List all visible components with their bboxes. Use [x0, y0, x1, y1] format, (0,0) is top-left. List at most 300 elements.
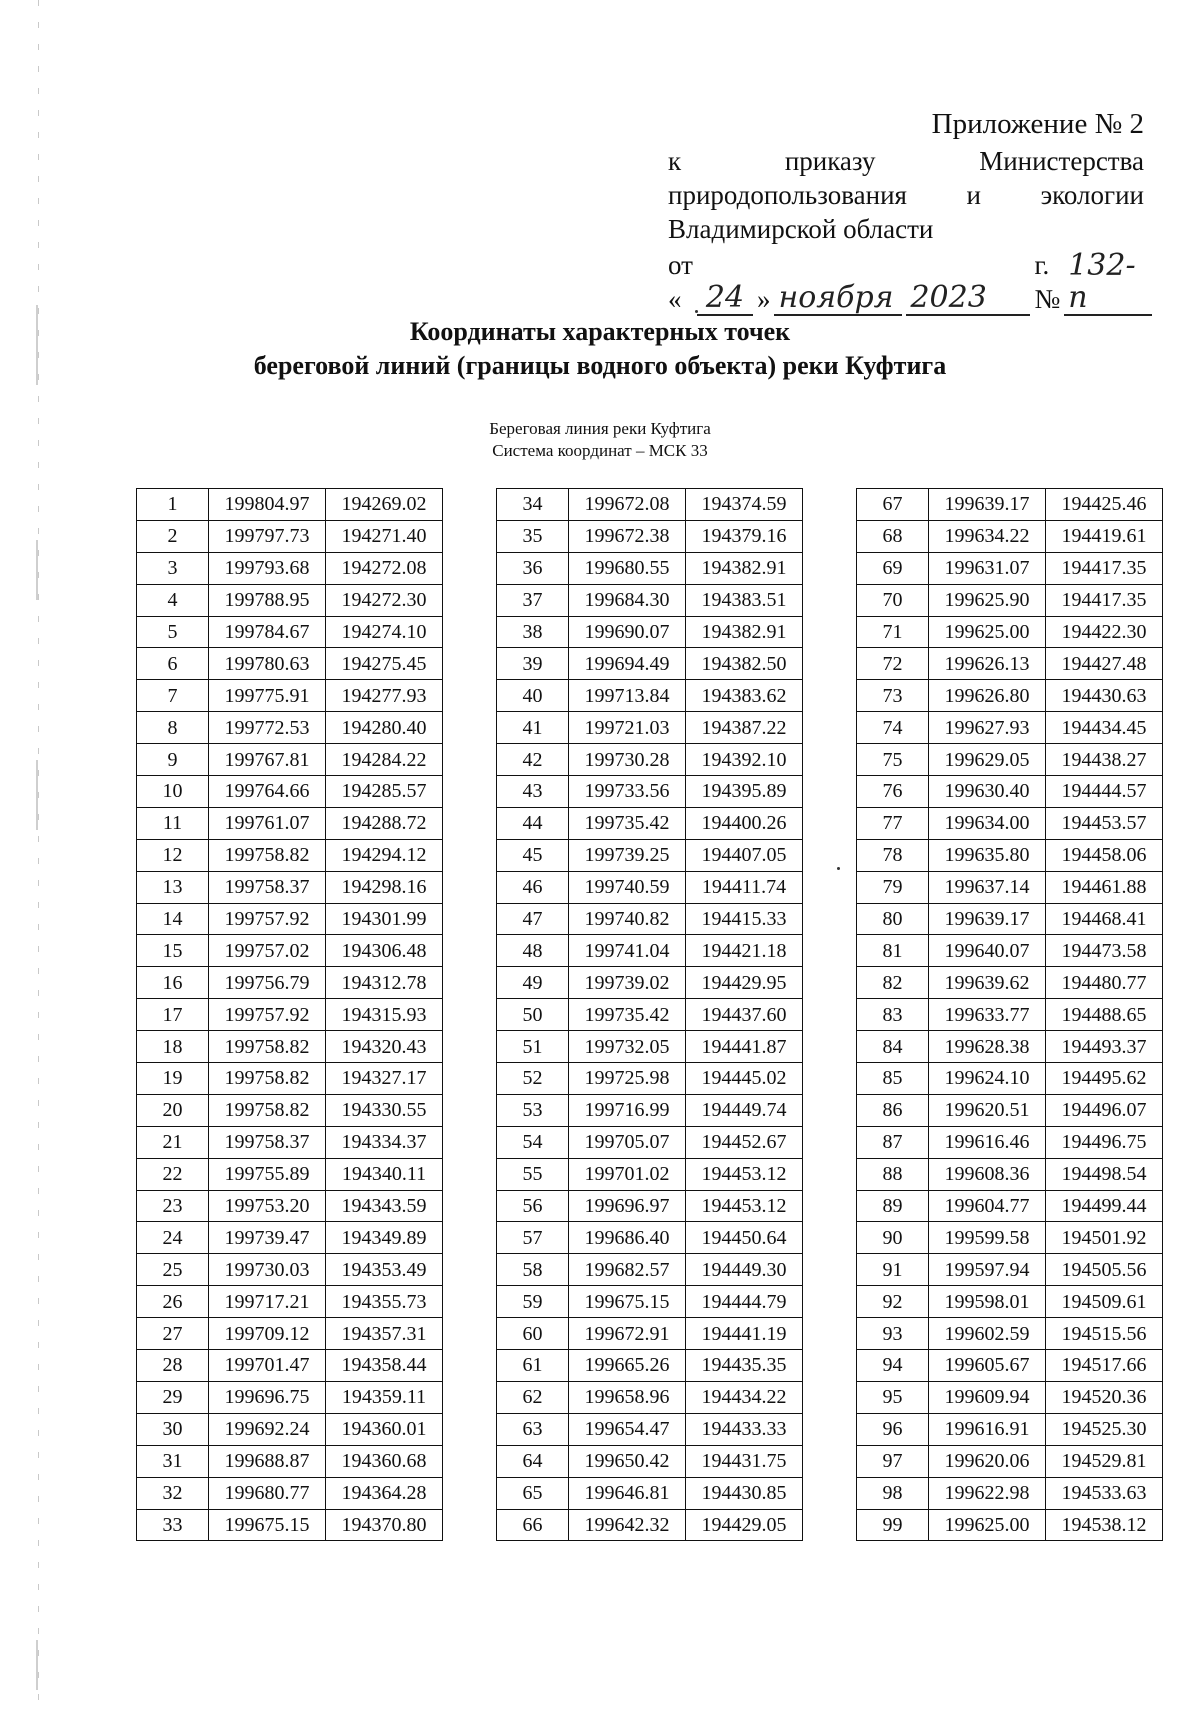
coordinate-y-cell: 194271.40 — [326, 520, 443, 552]
point-number-cell: 94 — [857, 1350, 929, 1382]
point-number-cell: 75 — [857, 744, 929, 776]
table-row — [137, 584, 443, 616]
point-number-cell: 57 — [497, 1222, 569, 1254]
table-row — [497, 489, 803, 521]
coordinate-x-cell: 199650.42 — [569, 1445, 686, 1477]
point-number-cell: 52 — [497, 1063, 569, 1095]
table-row — [857, 489, 1163, 521]
coordinate-y-cell: 194387.22 — [686, 712, 803, 744]
point-number-cell: 83 — [857, 999, 929, 1031]
point-number-cell: 13 — [137, 871, 209, 903]
coordinate-y-cell: 194415.33 — [686, 903, 803, 935]
coordinate-y-cell: 194407.05 — [686, 839, 803, 871]
scan-mark — [36, 1640, 38, 1690]
approval-word: к — [668, 146, 682, 176]
coordinate-x-cell: 199784.67 — [209, 616, 326, 648]
coordinate-y-cell: 194501.92 — [1046, 1222, 1163, 1254]
coordinate-x-cell: 199721.03 — [569, 712, 686, 744]
table-row — [137, 712, 443, 744]
handwritten-order-number: 132-п — [1064, 250, 1152, 316]
point-number-cell: 98 — [857, 1477, 929, 1509]
coordinate-y-cell: 194461.88 — [1046, 871, 1163, 903]
point-number-cell: 14 — [137, 903, 209, 935]
coordinate-x-cell: 199616.46 — [929, 1126, 1046, 1158]
coordinate-y-cell: 194538.12 — [1046, 1509, 1163, 1541]
point-number-cell: 91 — [857, 1254, 929, 1286]
table-row — [497, 552, 803, 584]
table-row — [497, 807, 803, 839]
coordinate-x-cell: 199757.92 — [209, 999, 326, 1031]
point-number-cell: 28 — [137, 1350, 209, 1382]
coordinate-y-cell: 194445.02 — [686, 1063, 803, 1095]
coordinate-x-cell: 199630.40 — [929, 776, 1046, 808]
point-number-cell: 53 — [497, 1094, 569, 1126]
coordinate-x-cell: 199696.75 — [209, 1381, 326, 1413]
coordinate-y-cell: 194330.55 — [326, 1094, 443, 1126]
coordinates-table-3 — [856, 488, 1163, 1541]
coordinate-y-cell: 194382.91 — [686, 616, 803, 648]
coordinate-y-cell: 194364.28 — [326, 1477, 443, 1509]
point-number-cell: 11 — [137, 807, 209, 839]
coordinate-y-cell: 194284.22 — [326, 744, 443, 776]
point-number-cell: 90 — [857, 1222, 929, 1254]
point-number-cell: 87 — [857, 1126, 929, 1158]
point-number-cell: 78 — [857, 839, 929, 871]
table-row — [137, 744, 443, 776]
table-row — [137, 935, 443, 967]
coordinate-x-cell: 199642.32 — [569, 1509, 686, 1541]
point-number-cell: 63 — [497, 1413, 569, 1445]
title-line-2: береговой линий (границы водного объекта) реки Куфтига — [253, 351, 947, 380]
coordinate-x-cell: 199690.07 — [569, 616, 686, 648]
coordinate-x-cell: 199686.40 — [569, 1222, 686, 1254]
coordinate-x-cell: 199639.17 — [929, 489, 1046, 521]
point-number-cell: 12 — [137, 839, 209, 871]
coordinate-x-cell: 199622.98 — [929, 1477, 1046, 1509]
coordinate-x-cell: 199634.00 — [929, 807, 1046, 839]
coordinate-y-cell: 194395.89 — [686, 776, 803, 808]
coordinate-x-cell: 199629.05 — [929, 744, 1046, 776]
coordinate-x-cell: 199767.81 — [209, 744, 326, 776]
point-number-cell: 25 — [137, 1254, 209, 1286]
point-number-cell: 88 — [857, 1158, 929, 1190]
coordinate-y-cell: 194379.16 — [686, 520, 803, 552]
approval-word: природопользования — [668, 180, 907, 210]
approval-word: Министерства — [979, 146, 1144, 176]
coordinate-y-cell: 194383.62 — [686, 680, 803, 712]
table-row — [497, 967, 803, 999]
coordinate-y-cell: 194453.12 — [686, 1158, 803, 1190]
coordinate-x-cell: 199672.91 — [569, 1318, 686, 1350]
coordinate-x-cell: 199740.82 — [569, 903, 686, 935]
point-number-cell: 1 — [137, 489, 209, 521]
table-row — [497, 1031, 803, 1063]
coordinate-x-cell: 199597.94 — [929, 1254, 1046, 1286]
table-row — [497, 776, 803, 808]
subtitle-line-1: Береговая линия реки Куфтига — [489, 419, 711, 438]
coordinate-y-cell: 194358.44 — [326, 1350, 443, 1382]
coordinate-x-cell: 199633.77 — [929, 999, 1046, 1031]
order-date-number — [668, 248, 1144, 316]
table-row — [137, 1350, 443, 1382]
coordinate-x-cell: 199775.91 — [209, 680, 326, 712]
table-row — [857, 1286, 1163, 1318]
coordinate-y-cell: 194294.12 — [326, 839, 443, 871]
coordinate-y-cell: 194495.62 — [1046, 1063, 1163, 1095]
coordinate-x-cell: 199739.47 — [209, 1222, 326, 1254]
coordinate-y-cell: 194498.54 — [1046, 1158, 1163, 1190]
coordinate-y-cell: 194505.56 — [1046, 1254, 1163, 1286]
coordinate-x-cell: 199761.07 — [209, 807, 326, 839]
coordinate-x-cell: 199732.05 — [569, 1031, 686, 1063]
coordinate-x-cell: 199709.12 — [209, 1318, 326, 1350]
point-number-cell: 69 — [857, 552, 929, 584]
coordinate-y-cell: 194425.46 — [1046, 489, 1163, 521]
coordinate-x-cell: 199654.47 — [569, 1413, 686, 1445]
point-number-cell: 4 — [137, 584, 209, 616]
coordinate-x-cell: 199793.68 — [209, 552, 326, 584]
coordinate-x-cell: 199602.59 — [929, 1318, 1046, 1350]
table-row — [137, 552, 443, 584]
coordinate-y-cell: 194374.59 — [686, 489, 803, 521]
table-row — [137, 871, 443, 903]
point-number-cell: 42 — [497, 744, 569, 776]
point-number-cell: 27 — [137, 1318, 209, 1350]
table-row — [857, 520, 1163, 552]
coordinate-x-cell: 199758.37 — [209, 1126, 326, 1158]
coordinate-y-cell: 194520.36 — [1046, 1381, 1163, 1413]
point-number-cell: 6 — [137, 648, 209, 680]
table-row — [857, 776, 1163, 808]
table-row — [137, 1381, 443, 1413]
coordinate-y-cell: 194525.30 — [1046, 1413, 1163, 1445]
table-row — [497, 680, 803, 712]
approval-word: экологии — [1040, 180, 1144, 210]
coordinate-x-cell: 199628.38 — [929, 1031, 1046, 1063]
table-row — [497, 584, 803, 616]
coordinate-x-cell: 199639.17 — [929, 903, 1046, 935]
scan-speck — [695, 310, 698, 313]
coordinate-x-cell: 199675.15 — [569, 1286, 686, 1318]
table-row — [497, 1126, 803, 1158]
table-row — [857, 1063, 1163, 1095]
table-row — [497, 999, 803, 1031]
table-row — [137, 1126, 443, 1158]
scan-edge — [38, 0, 39, 1716]
point-number-cell: 81 — [857, 935, 929, 967]
point-number-cell: 37 — [497, 584, 569, 616]
table-row — [857, 903, 1163, 935]
point-number-cell: 20 — [137, 1094, 209, 1126]
table-row — [137, 1509, 443, 1541]
point-number-cell: 26 — [137, 1286, 209, 1318]
point-number-cell: 36 — [497, 552, 569, 584]
coordinate-y-cell: 194433.33 — [686, 1413, 803, 1445]
coordinate-x-cell: 199605.67 — [929, 1350, 1046, 1382]
approval-word: приказу — [784, 146, 876, 176]
coordinate-x-cell: 199604.77 — [929, 1190, 1046, 1222]
table-row — [497, 616, 803, 648]
table-row — [137, 776, 443, 808]
table-row — [137, 903, 443, 935]
coordinate-x-cell: 199631.07 — [929, 552, 1046, 584]
coordinate-y-cell: 194441.19 — [686, 1318, 803, 1350]
point-number-cell: 48 — [497, 935, 569, 967]
coordinate-x-cell: 199680.77 — [209, 1477, 326, 1509]
coordinate-y-cell: 194429.95 — [686, 967, 803, 999]
point-number-cell: 76 — [857, 776, 929, 808]
point-number-cell: 62 — [497, 1381, 569, 1413]
point-number-cell: 30 — [137, 1413, 209, 1445]
table-row — [857, 616, 1163, 648]
table-row — [857, 1222, 1163, 1254]
point-number-cell: 17 — [137, 999, 209, 1031]
coordinate-x-cell: 199616.91 — [929, 1413, 1046, 1445]
approval-line-1 — [668, 144, 1144, 178]
table-row — [497, 1222, 803, 1254]
coordinate-y-cell: 194334.37 — [326, 1126, 443, 1158]
title-line-1: Координаты характерных точек — [409, 317, 791, 346]
coordinate-y-cell: 194517.66 — [1046, 1350, 1163, 1382]
coordinate-y-cell: 194444.79 — [686, 1286, 803, 1318]
table-row — [857, 1381, 1163, 1413]
point-number-cell: 38 — [497, 616, 569, 648]
table-row — [497, 744, 803, 776]
coordinate-y-cell: 194434.22 — [686, 1381, 803, 1413]
table-row — [137, 1063, 443, 1095]
table-row — [857, 935, 1163, 967]
coordinate-y-cell: 194417.35 — [1046, 584, 1163, 616]
approval-line-3 — [668, 212, 1144, 246]
point-number-cell: 71 — [857, 616, 929, 648]
coordinate-x-cell: 199713.84 — [569, 680, 686, 712]
table-row — [497, 1063, 803, 1095]
point-number-cell: 55 — [497, 1158, 569, 1190]
point-number-cell: 16 — [137, 967, 209, 999]
coordinate-y-cell: 194493.37 — [1046, 1031, 1163, 1063]
coordinate-y-cell: 194357.31 — [326, 1318, 443, 1350]
coordinate-y-cell: 194473.58 — [1046, 935, 1163, 967]
point-number-cell: 64 — [497, 1445, 569, 1477]
table-row — [857, 712, 1163, 744]
coordinate-x-cell: 199758.82 — [209, 1063, 326, 1095]
handwritten-year: 2023 — [906, 282, 1030, 316]
table-row — [137, 520, 443, 552]
coordinate-y-cell: 194277.93 — [326, 680, 443, 712]
coordinate-y-cell: 194437.60 — [686, 999, 803, 1031]
coordinate-x-cell: 199725.98 — [569, 1063, 686, 1095]
table-row — [857, 584, 1163, 616]
table-row — [497, 1509, 803, 1541]
coordinate-y-cell: 194431.75 — [686, 1445, 803, 1477]
coordinate-y-cell: 194269.02 — [326, 489, 443, 521]
scan-mark — [36, 540, 38, 600]
point-number-cell: 99 — [857, 1509, 929, 1541]
point-number-cell: 40 — [497, 680, 569, 712]
coordinate-x-cell: 199780.63 — [209, 648, 326, 680]
document-title — [0, 315, 1200, 383]
coordinate-x-cell: 199672.38 — [569, 520, 686, 552]
scan-speck — [837, 867, 840, 870]
approval-line-2 — [668, 178, 1144, 212]
point-number-cell: 79 — [857, 871, 929, 903]
table-row — [137, 489, 443, 521]
table-row — [497, 1477, 803, 1509]
table-row — [137, 1254, 443, 1286]
point-number-cell: 46 — [497, 871, 569, 903]
coordinate-x-cell: 199639.62 — [929, 967, 1046, 999]
coordinate-y-cell: 194429.05 — [686, 1509, 803, 1541]
coordinate-x-cell: 199696.97 — [569, 1190, 686, 1222]
point-number-cell: 41 — [497, 712, 569, 744]
coordinate-x-cell: 199680.55 — [569, 552, 686, 584]
coordinate-y-cell: 194360.68 — [326, 1445, 443, 1477]
point-number-cell: 68 — [857, 520, 929, 552]
point-number-cell: 33 — [137, 1509, 209, 1541]
point-number-cell: 34 — [497, 489, 569, 521]
point-number-cell: 49 — [497, 967, 569, 999]
point-number-cell: 43 — [497, 776, 569, 808]
coordinate-x-cell: 199733.56 — [569, 776, 686, 808]
point-number-cell: 51 — [497, 1031, 569, 1063]
table-row — [137, 1158, 443, 1190]
coordinate-y-cell: 194421.18 — [686, 935, 803, 967]
point-number-cell: 24 — [137, 1222, 209, 1254]
coordinate-x-cell: 199688.87 — [209, 1445, 326, 1477]
point-number-cell: 96 — [857, 1413, 929, 1445]
coordinate-x-cell: 199634.22 — [929, 520, 1046, 552]
coordinate-y-cell: 194458.06 — [1046, 839, 1163, 871]
coordinate-y-cell: 194360.01 — [326, 1413, 443, 1445]
point-number-cell: 58 — [497, 1254, 569, 1286]
coordinate-y-cell: 194320.43 — [326, 1031, 443, 1063]
table-row — [857, 1509, 1163, 1541]
coordinate-x-cell: 199717.21 — [209, 1286, 326, 1318]
table-row — [857, 1094, 1163, 1126]
point-number-cell: 89 — [857, 1190, 929, 1222]
point-number-cell: 92 — [857, 1286, 929, 1318]
coordinate-y-cell: 194529.81 — [1046, 1445, 1163, 1477]
coordinate-x-cell: 199694.49 — [569, 648, 686, 680]
table-row — [137, 1222, 443, 1254]
scan-mark — [36, 760, 38, 830]
appendix-title: Приложение № 2 — [931, 108, 1144, 140]
table-row — [137, 1318, 443, 1350]
coordinate-y-cell: 194359.11 — [326, 1381, 443, 1413]
table-row — [497, 839, 803, 871]
coordinate-x-cell: 199758.82 — [209, 839, 326, 871]
coordinate-y-cell: 194280.40 — [326, 712, 443, 744]
coordinate-x-cell: 199764.66 — [209, 776, 326, 808]
point-number-cell: 72 — [857, 648, 929, 680]
coordinate-y-cell: 194382.50 — [686, 648, 803, 680]
point-number-cell: 59 — [497, 1286, 569, 1318]
coordinates-table-1 — [136, 488, 443, 1541]
table-row — [137, 967, 443, 999]
coordinate-y-cell: 194419.61 — [1046, 520, 1163, 552]
coordinate-y-cell: 194275.45 — [326, 648, 443, 680]
table-row — [137, 1286, 443, 1318]
table-row — [137, 680, 443, 712]
point-number-cell: 22 — [137, 1158, 209, 1190]
coordinate-y-cell: 194453.57 — [1046, 807, 1163, 839]
point-number-cell: 67 — [857, 489, 929, 521]
coordinate-y-cell: 194353.49 — [326, 1254, 443, 1286]
approval-word: и — [966, 180, 981, 210]
coordinate-y-cell: 194298.16 — [326, 871, 443, 903]
coordinate-y-cell: 194400.26 — [686, 807, 803, 839]
coordinate-x-cell: 199672.08 — [569, 489, 686, 521]
coordinate-y-cell: 194468.41 — [1046, 903, 1163, 935]
point-number-cell: 10 — [137, 776, 209, 808]
point-number-cell: 70 — [857, 584, 929, 616]
coordinate-x-cell: 199739.02 — [569, 967, 686, 999]
coordinate-y-cell: 194430.85 — [686, 1477, 803, 1509]
point-number-cell: 97 — [857, 1445, 929, 1477]
coordinate-x-cell: 199620.06 — [929, 1445, 1046, 1477]
coordinate-x-cell: 199757.92 — [209, 903, 326, 935]
coordinate-y-cell: 194422.30 — [1046, 616, 1163, 648]
point-number-cell: 61 — [497, 1350, 569, 1382]
table-row — [857, 871, 1163, 903]
coordinate-y-cell: 194496.75 — [1046, 1126, 1163, 1158]
table-row — [857, 967, 1163, 999]
approval-block — [668, 104, 1144, 316]
coordinate-x-cell: 199701.02 — [569, 1158, 686, 1190]
point-number-cell: 32 — [137, 1477, 209, 1509]
point-number-cell: 74 — [857, 712, 929, 744]
table-row — [497, 1286, 803, 1318]
table-row — [137, 648, 443, 680]
point-number-cell: 47 — [497, 903, 569, 935]
coordinate-y-cell: 194509.61 — [1046, 1286, 1163, 1318]
coordinate-y-cell: 194496.07 — [1046, 1094, 1163, 1126]
coordinate-y-cell: 194343.59 — [326, 1190, 443, 1222]
coordinate-y-cell: 194288.72 — [326, 807, 443, 839]
coordinate-y-cell: 194453.12 — [686, 1190, 803, 1222]
coordinate-x-cell: 199701.47 — [209, 1350, 326, 1382]
coordinate-y-cell: 194274.10 — [326, 616, 443, 648]
date-prefix: от « — [668, 250, 693, 314]
table-row — [497, 1254, 803, 1286]
handwritten-month: ноября — [774, 282, 902, 316]
coordinate-y-cell: 194272.08 — [326, 552, 443, 584]
coordinate-y-cell: 194441.87 — [686, 1031, 803, 1063]
coordinate-y-cell: 194449.30 — [686, 1254, 803, 1286]
handwritten-day: 24 — [697, 282, 753, 316]
coordinate-x-cell: 199716.99 — [569, 1094, 686, 1126]
coordinate-y-cell: 194382.91 — [686, 552, 803, 584]
point-number-cell: 9 — [137, 744, 209, 776]
table-row — [857, 1190, 1163, 1222]
coordinate-y-cell: 194383.51 — [686, 584, 803, 616]
coordinate-y-cell: 194392.10 — [686, 744, 803, 776]
table-row — [137, 616, 443, 648]
point-number-cell: 73 — [857, 680, 929, 712]
coordinate-x-cell: 199627.93 — [929, 712, 1046, 744]
point-number-cell: 5 — [137, 616, 209, 648]
point-number-cell: 86 — [857, 1094, 929, 1126]
point-number-cell: 3 — [137, 552, 209, 584]
coordinate-x-cell: 199624.10 — [929, 1063, 1046, 1095]
coordinate-x-cell: 199755.89 — [209, 1158, 326, 1190]
coordinate-y-cell: 194312.78 — [326, 967, 443, 999]
table-row — [857, 1318, 1163, 1350]
coordinate-y-cell: 194434.45 — [1046, 712, 1163, 744]
table-row — [857, 648, 1163, 680]
table-row — [857, 1350, 1163, 1382]
point-number-cell: 18 — [137, 1031, 209, 1063]
